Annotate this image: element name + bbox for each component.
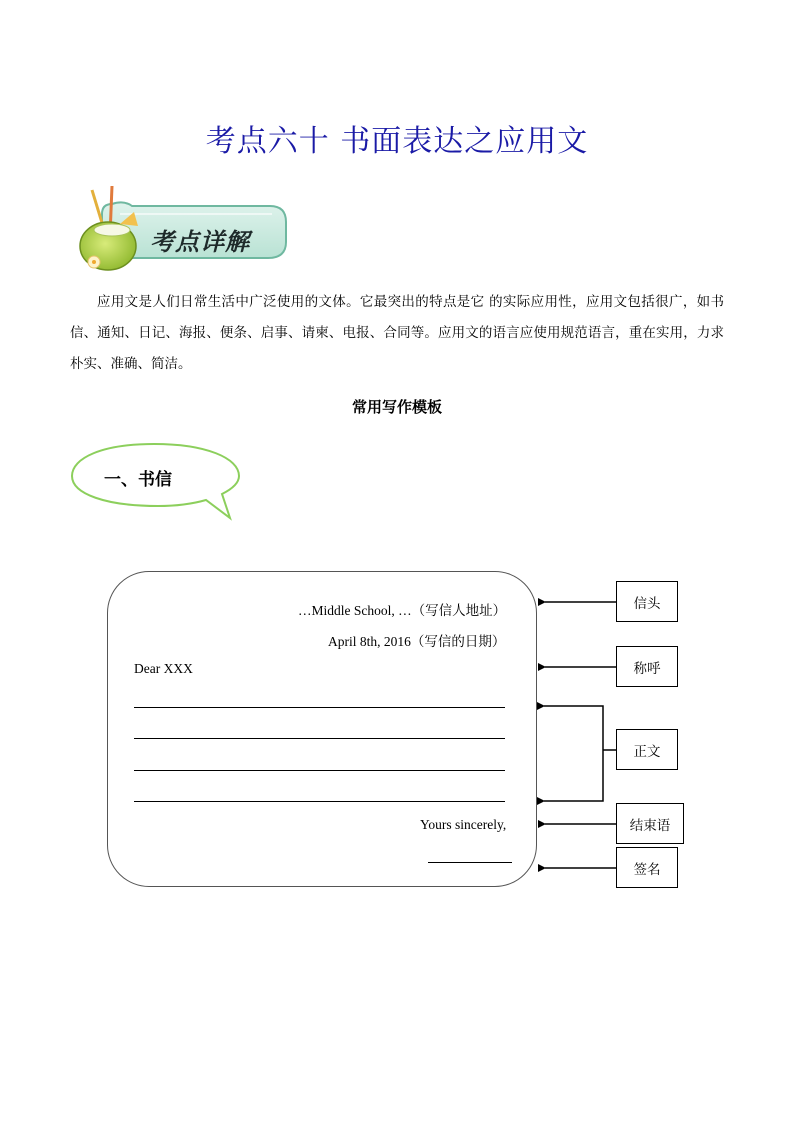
page-title: 考点六十 书面表达之应用文 xyxy=(205,124,589,159)
label-salutation: 称呼 xyxy=(616,646,678,687)
letter-address: …Middle School, …（写信人地址） xyxy=(298,603,507,618)
label-heading: 信头 xyxy=(616,581,678,622)
letter-salutation: Dear XXX xyxy=(134,661,193,676)
bracket-body xyxy=(545,706,603,801)
label-signature: 签名 xyxy=(616,847,678,888)
letter-date: April 8th, 2016（写信的日期） xyxy=(328,634,506,649)
label-body: 正文 xyxy=(616,729,678,770)
subtitle: 常用写作模板 xyxy=(351,398,442,416)
section-heading: 一、书信 xyxy=(104,470,172,490)
label-closing: 结束语 xyxy=(616,803,684,844)
letter-closing: Yours sincerely, xyxy=(420,817,507,832)
banner-label: 考点详解 xyxy=(150,228,250,256)
intro-paragraph: 应用文是人们日常生活中广泛使用的文体。它最突出的特点是它 的实际应用性，应用文包括很广，如书信、通知、日记、海报、便条、启事、请柬、电报、合同等。应用文的语言应使用规范语言，重在实用，力求朴实、准确、简洁。 xyxy=(70,294,724,372)
